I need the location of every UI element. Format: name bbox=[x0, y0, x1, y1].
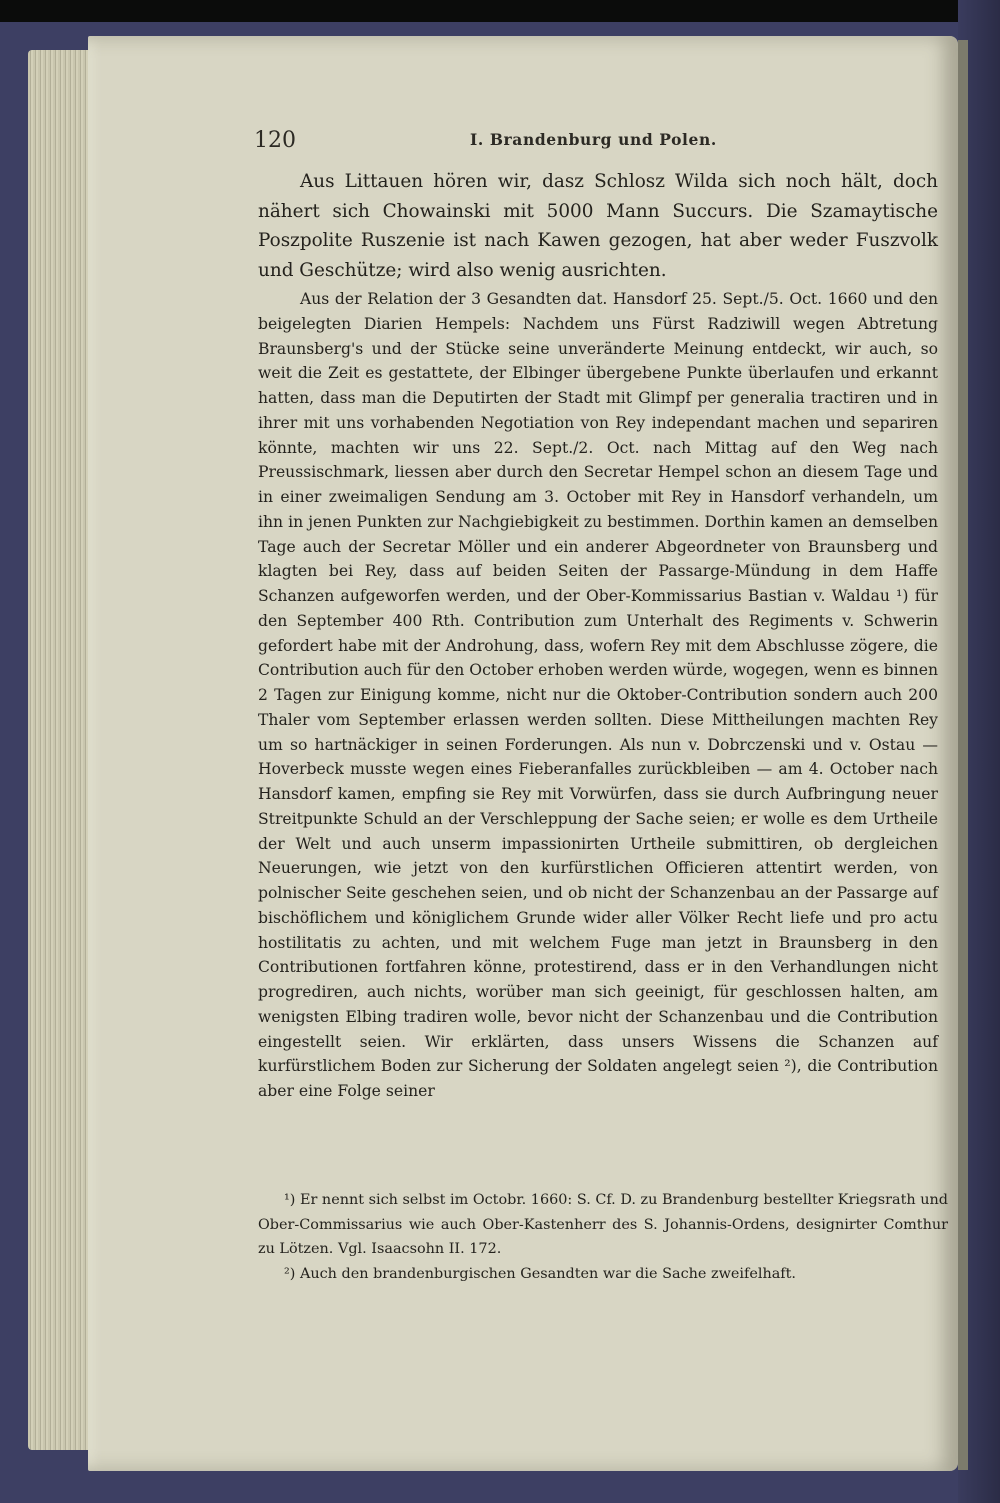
page-number: 120 bbox=[254, 128, 296, 153]
footnote-2: ²) Auch den brandenburgischen Gesandten war die Sache zweifelhaft. bbox=[284, 1265, 796, 1282]
paragraph-1: Aus Littauen hören wir, dasz Schlosz Wilda sich noch hält, doch nähert sich Chowainski mit 5000 Mann Succurs. Die Szamaytische Poszpolite Ruszenie ist nach Kawen gezogen, hat aber weder Fuszvolk und Geschütze; wird also wenig ausrichten. bbox=[258, 171, 938, 281]
page-gutter-shadow bbox=[958, 40, 968, 1470]
footnotes bbox=[258, 1188, 948, 1286]
paragraph-2: Aus der Relation der 3 Gesandten dat. Hansdorf 25. Sept./5. Oct. 1660 und den beigelegten Diarien Hempels: Nachdem uns Fürst Radziwill wegen Abtretung Braunsberg's und der Stücke seine unveränderte Meinung entdeckt, wir auch, so weit die Zeit es gestattete, der Elbinger übergebene Punkte überlaufen und erkannt hatten, dass man die Deputirten der Stadt mit Glimpf per generalia tractiren und in ihrer mit uns vorhabenden Negotiation von Rey independant machen und separiren könnte, machten wir uns 22. Sept./2. Oct. nach Mittag auf den Weg nach Preussischmark, liessen aber durch den Secretar Hempel schon an diesem Tage und in einer zweimaligen Sendung am 3. October mit Rey in Hansdorf verhandeln, um ihn in jenen Punkten zur Nachgiebigkeit zu bestimmen. Dorthin kamen an demselben Tage auch der Secretar Möller und ein anderer Abgeordneter von Braunsberg und klagten bei Rey, dass auf beiden Seiten der Passarge-Mündung in dem Haffe Schanzen aufgeworfen werden, und der Ober-Kommissarius Bastian v. Waldau ¹) für den September 400 Rth. Contribution zum Unterhalt des Regiments v. Schwerin gefordert habe mit der Androhung, dass, wofern Rey mit dem Abschlusse zögere, die Contribution auch für den October erhoben werden würde, wogegen, wenn es binnen 2 Tagen zur Einigung komme, nicht nur die Oktober-Contribution sondern auch 200 Thaler vom September erlassen werden sollten. Diese Mittheilungen machten Rey um so hartnäckiger in seinen Forderungen. Als nun v. Dobrczenski und v. Ostau — Hoverbeck musste wegen eines Fieberanfalles zurückbleiben — am 4. October nach Hansdorf kamen, empfing sie Rey mit Vorwürfen, dass sie durch Aufbringung neuer Streitpunkte Schuld an der Verschleppung der Sache seien; er wolle es dem Urtheile der Welt und auch unserm impassionirten Urtheile submittiren, ob dergleichen Neuerungen, wie jetzt von den kurfürstlichen Officieren attentirt werden, von polnischer Seite geschehen seien, und ob nicht der Schanzenbau an der Passarge auf bischöflichem und königlichem Grunde wider aller Völker Recht liefe und pro actu hostilitatis zu achten, und mit welchem Fuge man jetzt in Braunsberg in den Contributionen fortfahren könne, protestirend, dass er in den Verhandlungen nicht progrediren, auch nichts, worüber man sich geeinigt, für geschlossen halten, am wenigsten Elbing tradiren wolle, bevor nicht der Schanzenbau und die Contribution eingestellt seien. Wir erklärten, dass unsers Wissens die Schanzen auf kurfürstlichem Boden zur Sicherung der Soldaten angelegt seien ²), die Contribution aber eine Folge seiner bbox=[258, 290, 938, 1100]
scan-background bbox=[0, 0, 1000, 22]
page-header bbox=[254, 124, 944, 164]
main-text bbox=[258, 167, 938, 1104]
running-head: I. Brandenburg und Polen. bbox=[470, 130, 717, 149]
footnote-1: ¹) Er nennt sich selbst im Octobr. 1660: S. Cf. D. zu Brandenburg bestellter Kriegsrath und Ober-Commissarius wie auch Ober-Kastenherr des S. Johannis-Ordens, designirter Comthur zu Lötzen. Vgl. Isaacsohn II. 172. bbox=[258, 1192, 948, 1257]
